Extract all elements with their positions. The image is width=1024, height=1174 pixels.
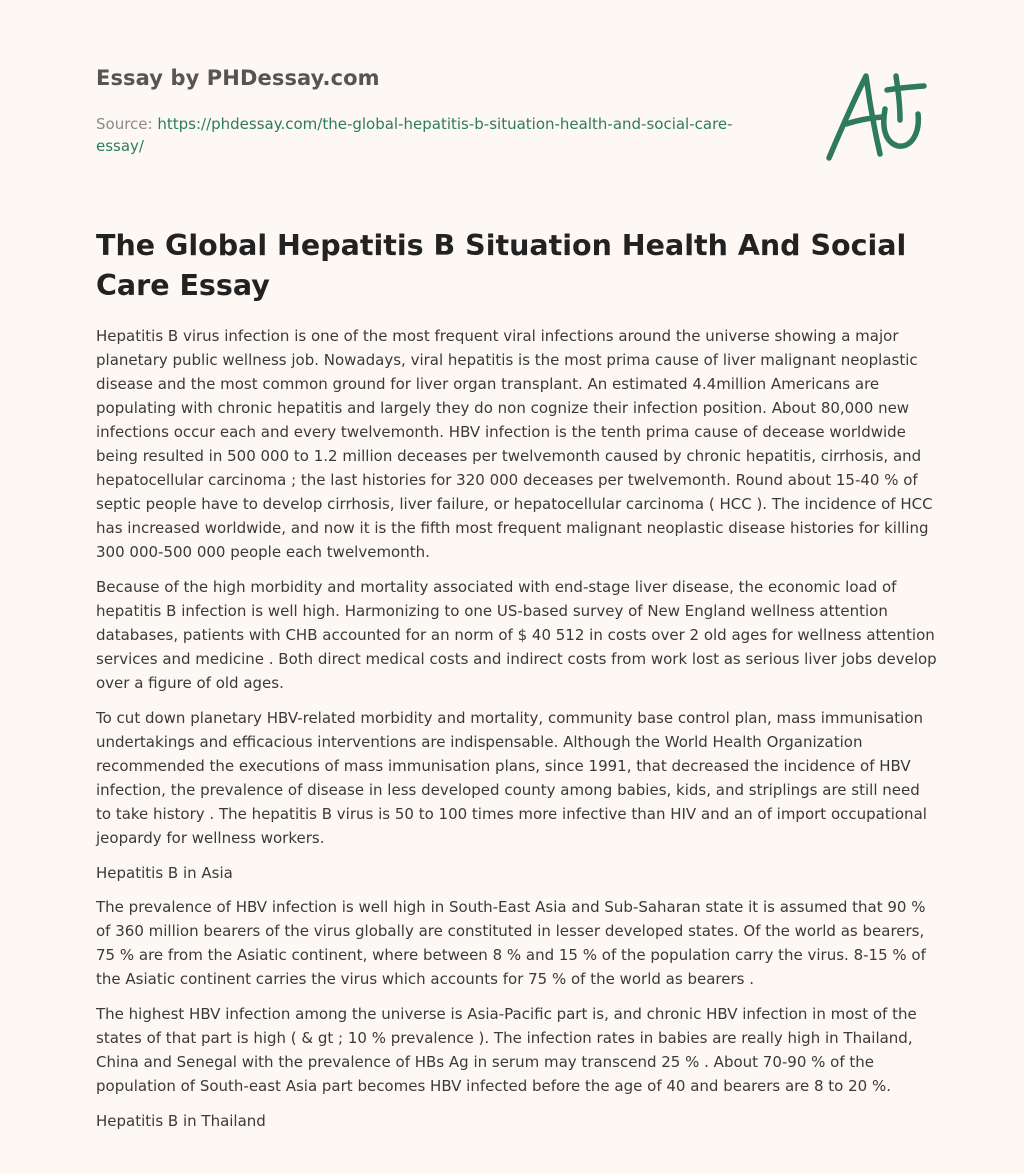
paragraph: Hepatitis B virus infection is one of the most frequent viral infections around the universe showing a major planetary public wellness job. Nowadays, viral hepatitis is the most prima cause of liver malignant neoplastic disease and the most common ground for liver organ transplant. An estimated 4.4million Americans are populating with chronic hepatitis and largely they do non cognize their infection position. About 80,000 new infections occur each and every twelvemonth. HBV infection is the tenth prima cause of decease worldwide being resulted in 500 000 to 1.2 million deceases per twelvemonth caused by chronic hepatitis, cirrhosis, and hepatocellular carcinoma ; the last histories for 320 000 deceases per twelvemonth. Round about 15-40 % of septic people have to develop cirrhosis, liver failure, or hepatocellular carcinoma ( HCC ). The incidence of HCC has increased worldwide, and now it is the fifth most frequent malignant neoplastic disease histories for killing 300 000-500 000 people each twelvemonth.: [96, 327, 933, 561]
source-link[interactable]: https://phdessay.com/the-global-hepatitis-b-situation-health-and-social-care-essay/: [96, 115, 733, 155]
a-plus-logo-icon: [820, 66, 930, 166]
paragraph: Because of the high morbidity and mortality associated with end-stage liver disease, the economic load of hepatitis B infection is well high. Harmonizing to one US-based survey of New England wellness attention databases, patients with CHB accounted for an norm of $ 40 512 in costs over 2 old ages for wellness attention services and medicine . Both direct medical costs and indirect costs from work lost as serious liver jobs develop over a figure of old ages.: [96, 578, 937, 692]
section-heading: Hepatitis B in Thailand: [96, 1112, 266, 1130]
source-line: [96, 113, 756, 157]
site-brand: Essay by PHDessay.com: [96, 66, 380, 90]
paragraph: The highest HBV infection among the universe is Asia-Pacific part is, and chronic HBV infection in most of the states of that part is high ( & gt ; 10 % prevalence ). The infection rates in babies are really high in Thailand, China and Senegal with the prevalence of HBs Ag in serum may transcend 25 % . About 70-90 % of the population of South-east Asia part becomes HBV infected before the age of 40 and bearers are 8 to 20 %.: [96, 1005, 917, 1095]
article-body: [96, 324, 938, 1143]
paragraph: The prevalence of HBV infection is well high in South-East Asia and Sub-Saharan state it is assumed that 90 % of 360 million bearers of the virus globally are constituted in lesser developed states. Of the world as bearers, 75 % are from the Asiatic continent, where between 8 % and 15 % of the population carry the virus. 8-15 % of the Asiatic continent carries the virus which accounts for 75 % of the world as bearers .: [96, 898, 926, 988]
page-title: The Global Hepatitis B Situation Health And Social Care Essay: [96, 229, 907, 302]
source-label: Source:: [96, 115, 153, 133]
section-heading: Hepatitis B in Asia: [96, 864, 233, 882]
paragraph: To cut down planetary HBV-related morbidity and mortality, community base control plan, mass immunisation undertakings and efficacious interventions are indispensable. Although the World Health Organization recommended the executions of mass immunisation plans, since 1991, that decreased the incidence of HBV infection, the prevalence of disease in less developed county among babies, kids, and striplings are still need to take history . The hepatitis B virus is 50 to 100 times more infective than HIV and an of import occupational jeopardy for wellness workers.: [96, 709, 927, 847]
